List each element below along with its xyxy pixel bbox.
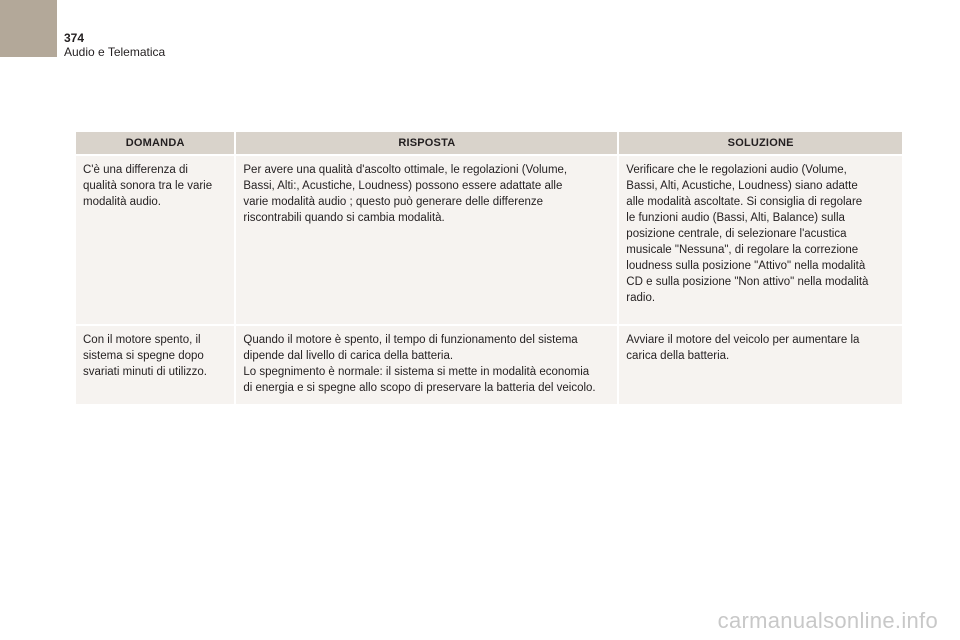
question-line: qualità sonora tra le varie	[83, 180, 213, 192]
solution-line: CD e sulla posizione "Non attivo" nella modalità	[626, 276, 869, 288]
question-cell	[76, 156, 234, 326]
answer-cell	[236, 156, 617, 326]
question-line: C'è una differenza di	[83, 164, 188, 176]
solution-line: radio.	[626, 292, 656, 304]
faq-table	[74, 132, 904, 406]
solution-line: Avviare il motore del veicolo per aumentare la	[626, 334, 860, 346]
solution-line: alle modalità ascoltate. Si consiglia di regolare	[626, 196, 863, 208]
answer-line: Per avere una qualità d'ascolto ottimale, le regolazioni (Volume,	[243, 164, 568, 176]
answer-line: varie modalità audio ; questo può generare delle differenze	[243, 196, 544, 208]
section-title: Audio e Telematica	[64, 45, 166, 59]
answer-line: di energia e si spegne allo scopo di preservare la batteria del veicolo.	[243, 382, 596, 394]
watermark: carmanualsonline.info	[717, 608, 938, 633]
corner-tab	[0, 0, 57, 57]
answer-cell	[236, 326, 617, 406]
solution-line: Verificare che le regolazioni audio (Volume,	[626, 164, 847, 176]
solution-cell	[619, 326, 902, 406]
table-row	[76, 326, 902, 406]
question-line: Con il motore spento, il	[83, 334, 201, 346]
column-header-answer: RISPOSTA	[236, 132, 617, 156]
page-number: 374	[64, 31, 85, 45]
question-cell	[76, 326, 234, 406]
answer-line: riscontrabili quando si cambia modalità.	[243, 212, 445, 224]
question-line: sistema si spegne dopo	[83, 350, 204, 362]
question-line: modalità audio.	[83, 196, 161, 208]
answer-line: Lo spegnimento è normale: il sistema si mette in modalità economia	[243, 366, 590, 378]
question-line: svariati minuti di utilizzo.	[83, 366, 207, 378]
solution-line: le funzioni audio (Bassi, Alti, Balance) sulla	[626, 212, 845, 224]
solution-line: Bassi, Alti, Acustiche, Loudness) siano adatte	[626, 180, 858, 192]
column-header-solution: SOLUZIONE	[619, 132, 902, 156]
answer-line: dipende dal livello di carica della batteria.	[243, 350, 454, 362]
column-header-question: DOMANDA	[76, 132, 234, 156]
table-header-row	[76, 132, 902, 156]
solution-line: posizione centrale, di selezionare l'acustica	[626, 228, 847, 240]
answer-line: Bassi, Alti:, Acustiche, Loudness) possono essere adattate alle	[243, 180, 563, 192]
solution-cell	[619, 156, 902, 326]
table-row	[76, 156, 902, 326]
answer-line: Quando il motore è spento, il tempo di funzionamento del sistema	[243, 334, 578, 346]
solution-line: carica della batteria.	[626, 350, 730, 362]
solution-line: musicale "Nessuna", di regolare la correzione	[626, 244, 859, 256]
solution-line: loudness sulla posizione "Attivo" nella modalità	[626, 260, 866, 272]
